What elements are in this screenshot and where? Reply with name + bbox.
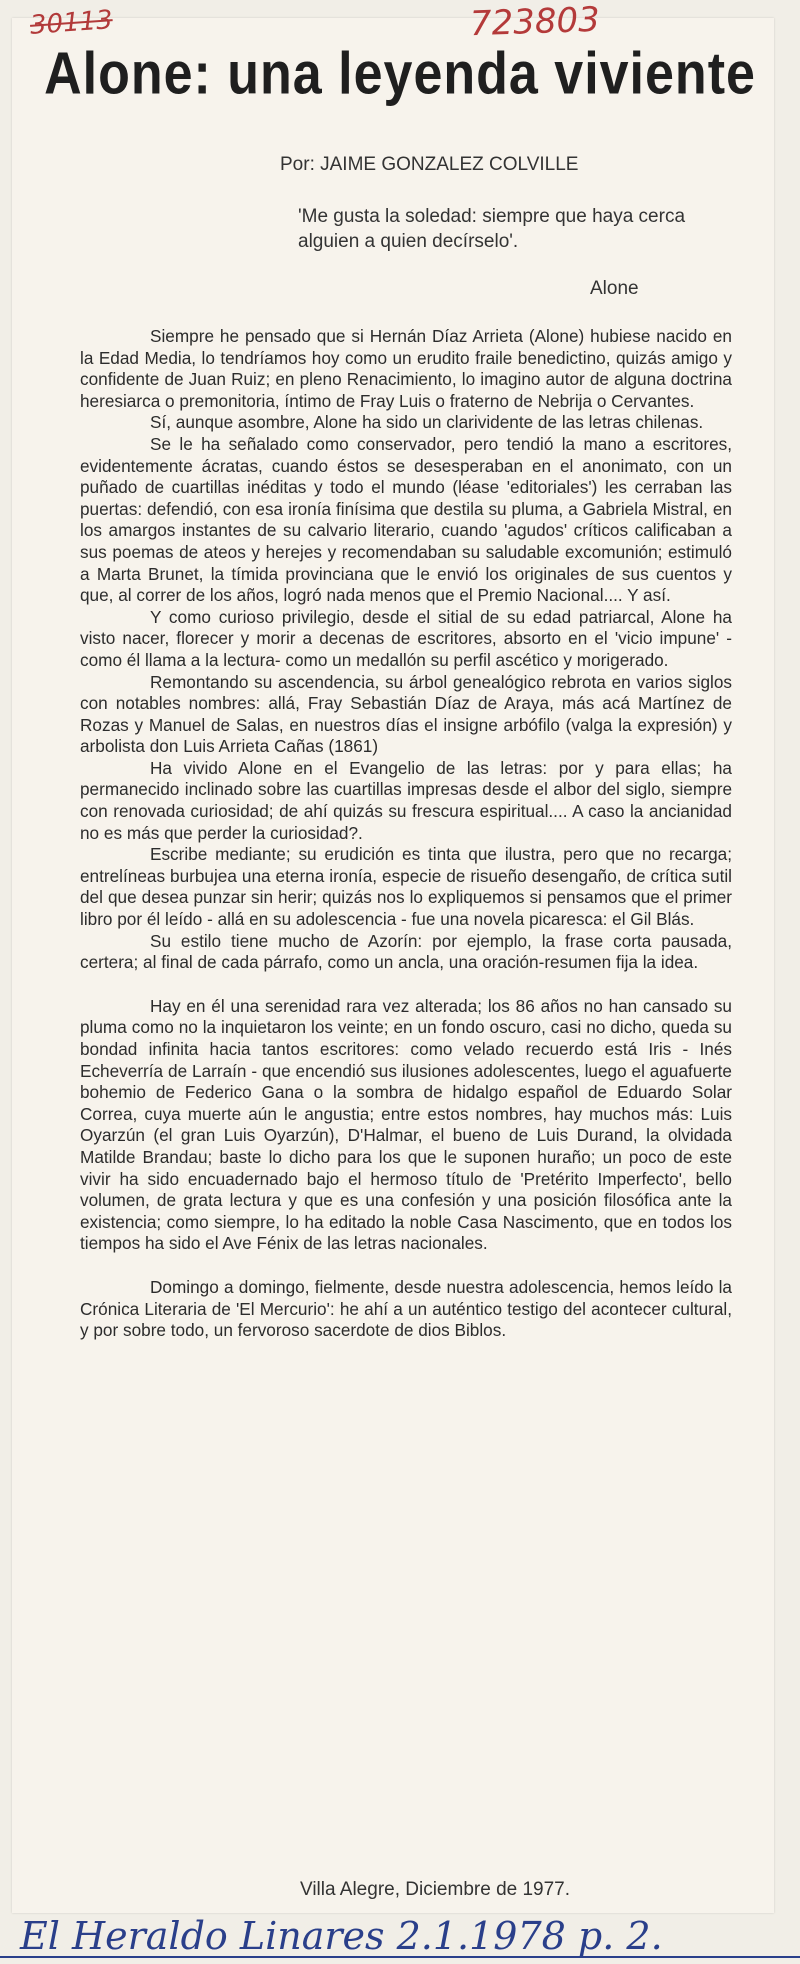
epigraph-author: Alone (590, 278, 639, 299)
paragraph: Su estilo tiene mucho de Azorín: por ejemplo, la frase corta pausada, certera; al final de cada párrafo, como un ancla, una oración-resumen fija la idea. (80, 930, 732, 973)
catalog-number-annotation: 30113 (29, 5, 114, 41)
paragraph: Escribe mediante; su erudición es tinta que ilustra, pero que no recarga; entrelíneas burbujea una eterna ironía, especie de risueño desengaño, de crítica sutil del que desea punzar sin herir; quizás nos lo expliquemos si pensamos que el primer libro por él leído - allá en su adolescencia - fue una novela picaresca: el Gil Blás. (80, 844, 732, 930)
article-body (80, 326, 732, 1342)
paragraph: Ha vivido Alone en el Evangelio de las letras: por y para ellas; ha permanecido inclinado sobre las cuartillas impresas desde el albor del siglo, siempre con renovada curiosidad; de ahí quizás su frescura espiritual.... A caso la ancianidad no es más que perder la curiosidad?. (80, 757, 732, 843)
archive-number-annotation: 723803 (469, 0, 601, 45)
paragraph: Hay en él una serenidad rara vez alterada; los 86 años no han cansado su pluma como no la inquietaron los veinte; en un fondo oscuro, casi no dicho, queda su bondad infinita hacia tantos escritores: como velado recuerdo está Iris - Inés Echeverría de Larraín - que encendió sus ilusiones adolescentes, luego el aguafuerte bohemio de Federico Gana o la sombra de hidalgo español de Eduardo Solar Correa, cuya muerte aún le angustia; entre estos nombres, hay muchos más: Luis Oyarzún (el gran Luis Oyarzún), D'Halmar, el bueno de Luis Durand, la olvidada Matilde Brandau; baste lo dicho para los que le suponen huraño; un poco de este vivir ha sido encuadernado bajo el hermoso título de 'Pretérito Imperfecto', bello volumen, de grata lectura y que es una confesión y una posición filosófica ante la existencia; como siempre, lo ha editado la noble Casa Nascimento, que en todos los tiempos ha sido el Ave Fénix de las letras nacionales. (80, 995, 732, 1254)
paragraph: Domingo a domingo, fielmente, desde nuestra adolescencia, hemos leído la Crónica Literaria de 'El Mercurio': he ahí a un auténtico testigo del acontecer cultural, y por sobre todo, un fervoroso sacerdote de dios Biblos. (80, 1276, 732, 1341)
article-title: Alone: una leyenda viviente (44, 40, 756, 108)
article-byline: Por: JAIME GONZALEZ COLVILLE (280, 154, 579, 175)
handwritten-source-note: El Heraldo Linares 2.1.1978 p. 2. (0, 1916, 800, 1958)
paragraph: Se le ha señalado como conservador, pero tendió la mano a escritores, evidentemente ácratas, cuando éstos se desesperaban en el anonimato, con un puñado de cuartillas inéditas y todo el mundo (léase 'editoriales') les cerraban las puertas: defendió, con esa ironía finísima que destila su pluma, a Gabriela Mistral, en los amargos instantes de su calvario literario, cuando 'agudos' críticos calificaban a sus poemas de ateos y herejes y recomendaban su saludable excomunión; estimuló a Marta Brunet, la tímida provinciana que le envió los originales de sus cuentos y que, al correr de los años, logró nada menos que el Premio Nacional.... Y así. (80, 433, 732, 606)
paragraph: Remontando su ascendencia, su árbol genealógico rebrota en varios siglos con notables nombres: allá, Fray Sebastián Díaz de Araya, más acá Martínez de Rozas y Manuel de Salas, en nuestros días el insigne arbófilo (valga la expresión) y arbolista don Luis Arrieta Cañas (1861) (80, 671, 732, 757)
article-signoff: Villa Alegre, Diciembre de 1977. (300, 1879, 571, 1900)
epigraph: 'Me gusta la soledad: siempre que haya cerca alguien a quien decírselo'. (298, 206, 686, 252)
paragraph: Sí, aunque asombre, Alone ha sido un clarividente de las letras chilenas. (150, 412, 704, 433)
paragraph: Y como curioso privilegio, desde el sitial de su edad patriarcal, Alone ha visto nacer, florecer y morir a decenas de escritores, absorto en el 'vicio impune' -como él llama a la lectura- como un medallón su perfil ascético y morigerado. (80, 606, 732, 670)
paragraph: Siempre he pensado que si Hernán Díaz Arrieta (Alone) hubiese nacido en la Edad Media, lo tendríamos hoy como un erudito fraile benedictino, quizás amigo y confidente de Juan Ruiz; en pleno Renacimiento, lo imagino autor de alguna doctrina heresiarca o premonitoria, íntimo de Fray Luis o fraterno de Nebrija o Cervantes. (80, 326, 732, 411)
